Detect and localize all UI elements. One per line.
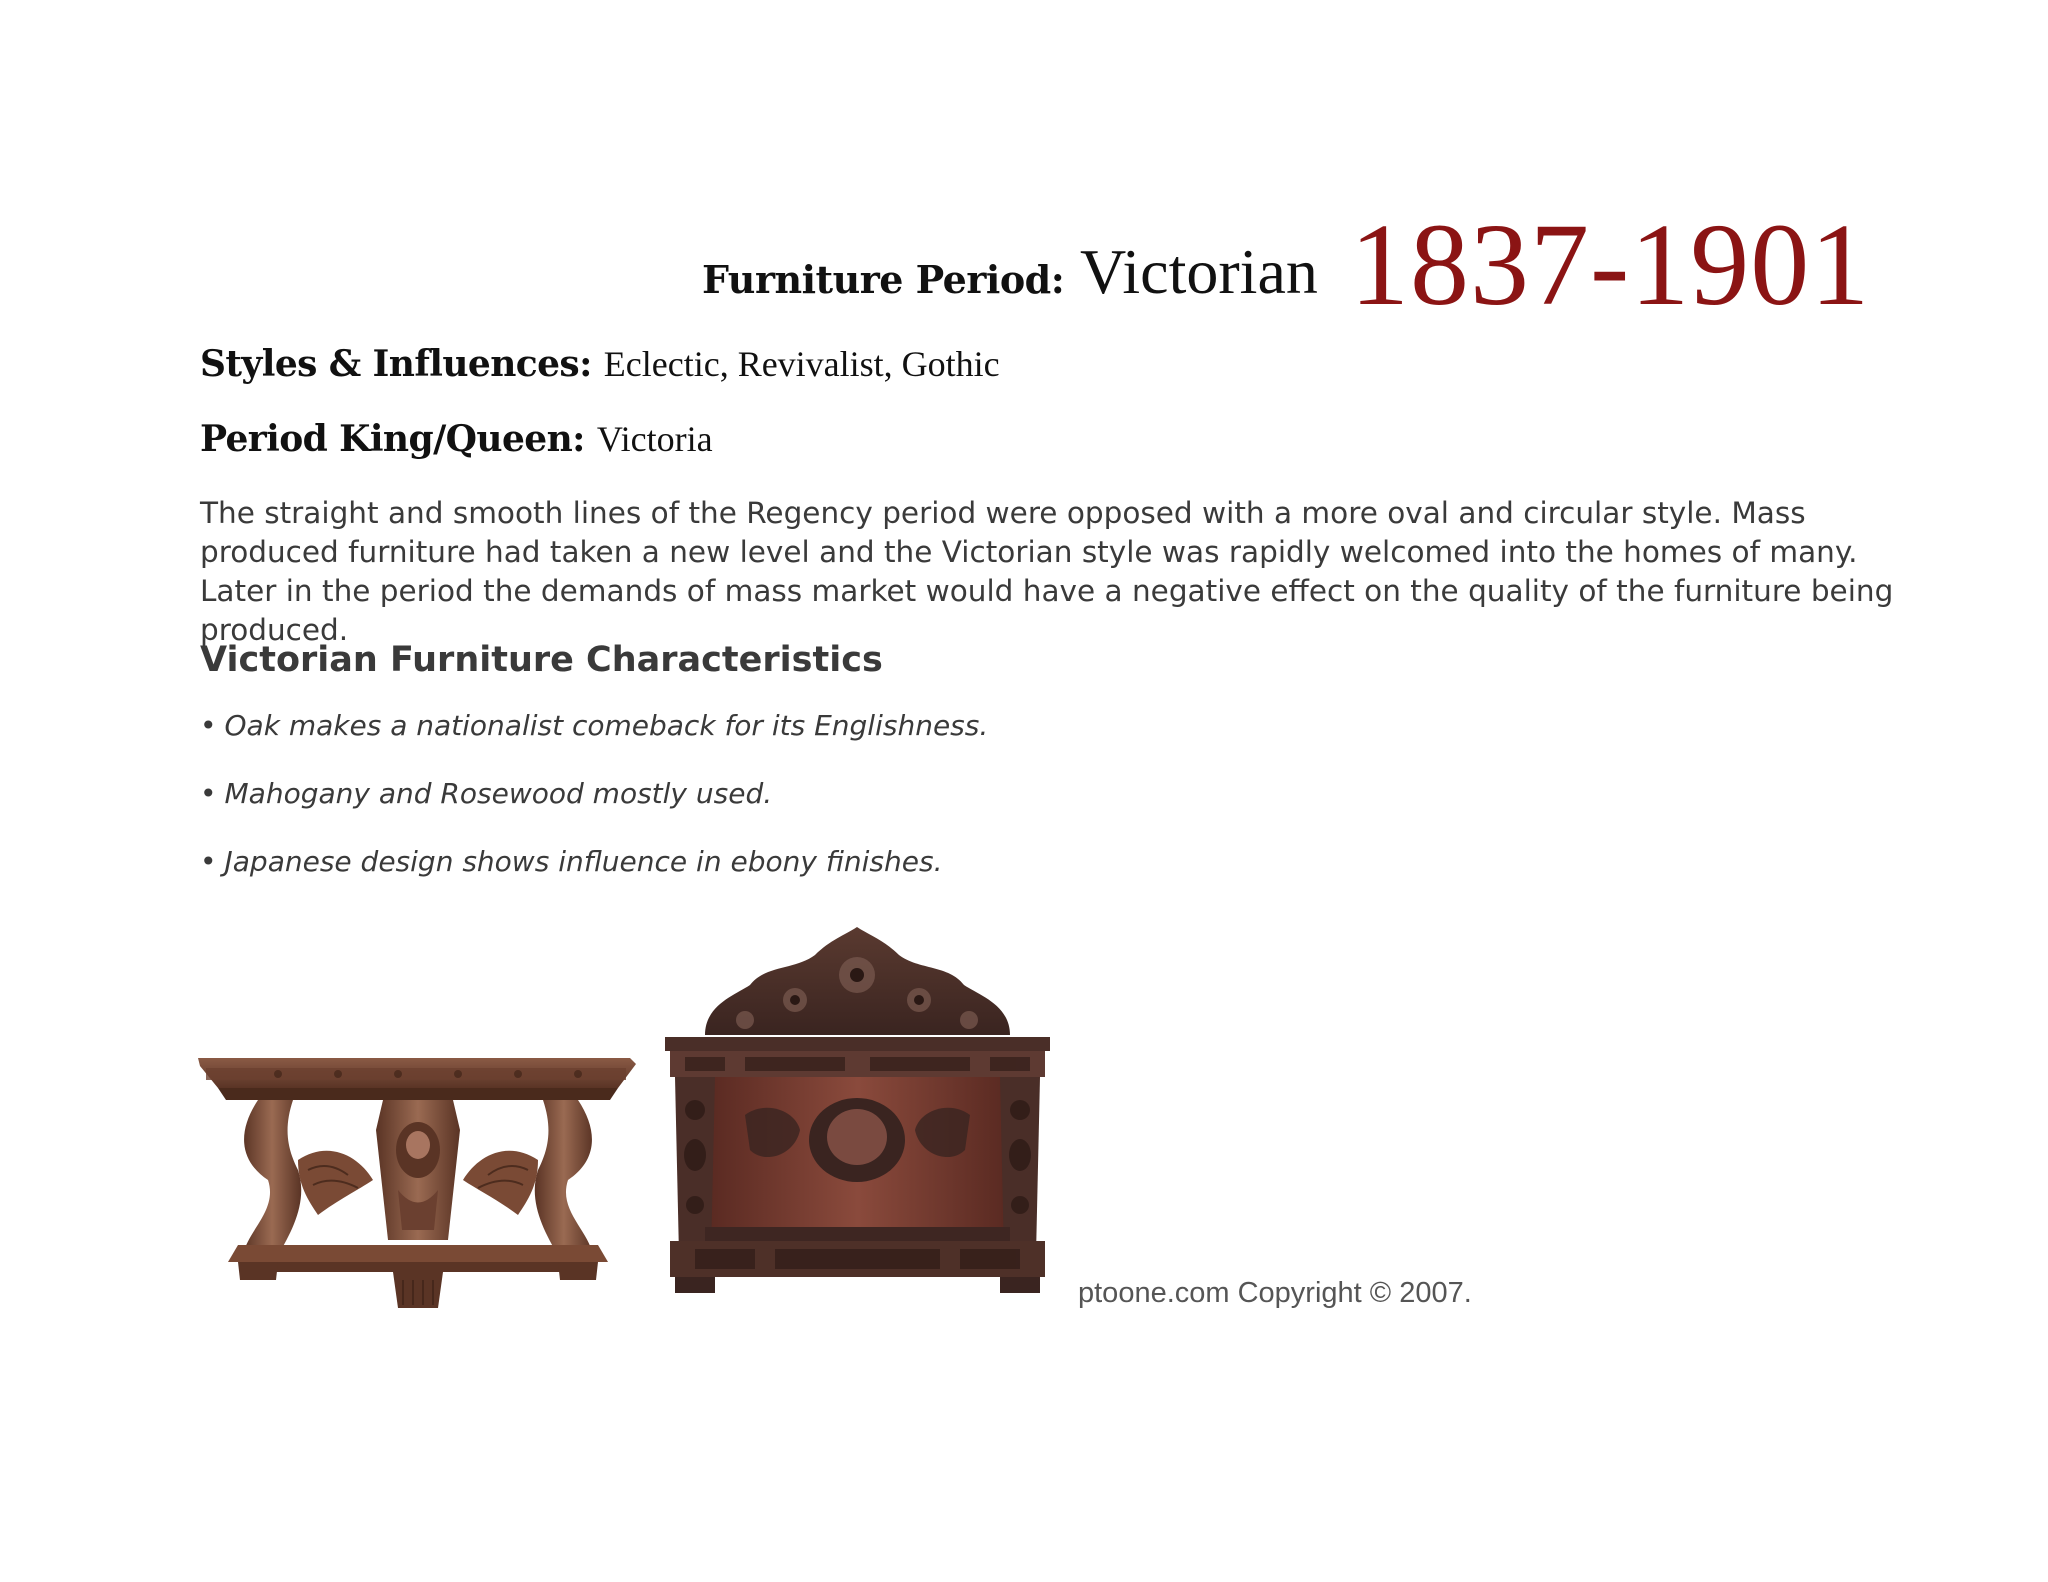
monarch-label: Period King/Queen: [200, 418, 585, 460]
monarch-line [200, 418, 713, 460]
list-item [200, 774, 988, 842]
characteristics-heading: Victorian Furniture Characteristics [200, 640, 883, 680]
period-name: Victorian [1080, 236, 1318, 307]
period-label: Furniture Period: [702, 257, 1065, 302]
styles-line [200, 343, 1000, 385]
carved-sideboard-image [665, 925, 1050, 1295]
styles-label: Styles & Influences: [200, 343, 592, 385]
characteristics-list [200, 706, 988, 910]
period-years: 1837-1901 [1350, 199, 1871, 330]
bullet-icon: • [200, 777, 217, 810]
list-item-text: Oak makes a nationalist comeback for its Englishness. [224, 709, 989, 742]
carved-round-table-image [198, 1040, 638, 1310]
copyright-notice: ptoone.com Copyright © 2007. [1078, 1277, 1472, 1309]
monarch-value: Victoria [596, 419, 713, 459]
period-header [700, 199, 1900, 330]
list-item-text: Mahogany and Rosewood mostly used. [224, 777, 773, 810]
bullet-icon: • [200, 845, 217, 878]
list-item-text: Japanese design shows influence in ebony finishes. [224, 845, 943, 878]
bullet-icon: • [200, 709, 217, 742]
intro-paragraph: The straight and smooth lines of the Regency period were opposed with a more oval and circular style. Mass produced furniture had taken a new level and the Victorian style was rapidly welcomed into the homes of many. Later in the period the demands of mass market would have a negative effect on the quality of the furniture being produced. [200, 496, 1894, 647]
styles-value: Eclectic, Revivalist, Gothic [603, 344, 1000, 384]
list-item [200, 706, 988, 774]
list-item [200, 842, 988, 910]
